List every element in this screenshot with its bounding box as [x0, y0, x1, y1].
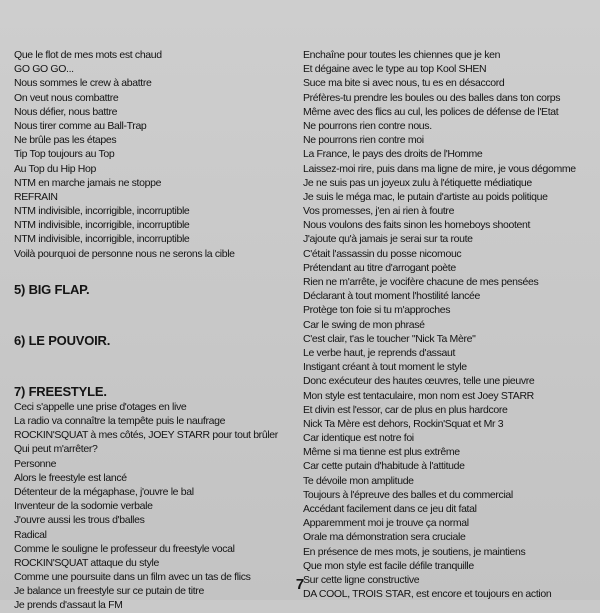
intro-lyric-line: Nous sommes le crew à abattre [14, 77, 152, 90]
right-lyric-line: Déclarant à tout moment l'hostilité lancée [303, 290, 480, 303]
right-lyric-line: C'est clair, t'as le toucher "Nick Ta Mère" [303, 332, 476, 345]
right-lyric-line: Que mon style est facile défile tranquille [303, 559, 474, 572]
right-lyric-line: Ne pourrons rien contre nous. [303, 119, 432, 132]
page-number: 7 [295, 576, 305, 593]
intro-lyric-line: Voilà pourquoi de personne nous ne serons la cible [14, 247, 235, 260]
section-title-freestyle: 7) FREESTYLE. [14, 383, 107, 399]
freestyle-lyric-line: ROCKIN'SQUAT attaque du style [14, 556, 159, 569]
right-lyric-line: Suce ma bite si avec nous, tu es en désaccord [303, 77, 505, 90]
intro-lyric-line: REFRAIN [14, 190, 58, 203]
right-lyric-line: Vos promesses, j'en ai rien à foutre [303, 205, 455, 218]
freestyle-lyric-line: J'ouvre aussi les trous d'balles [14, 514, 145, 527]
intro-lyric-line: NTM indivisible, incorrigible, incorruptible [14, 233, 190, 246]
freestyle-lyric-line: Ceci s'appelle une prise d'otages en live [14, 400, 187, 413]
right-lyric-line: Même avec des flics au cul, les polices de défense de l'Etat [303, 105, 559, 118]
intro-lyric-line: Que le flot de mes mots est chaud [14, 49, 162, 61]
right-lyric-line: Et divin est l'essor, car de plus en plus hardcore [303, 403, 508, 416]
freestyle-lyric-line: ROCKIN'SQUAT à mes côtés, JOEY STARR pour tout brûler [14, 429, 278, 442]
right-lyric-line: Le verbe haut, je reprends d'assaut [303, 346, 456, 359]
right-lyric-line: Orale ma démonstration sera cruciale [303, 531, 466, 544]
right-lyric-line: Et dégaine avec le type au top Kool SHEN [303, 63, 487, 76]
freestyle-lyric-line: Comme le souligne le professeur du freestyle vocal [14, 542, 235, 555]
right-lyric-line: Accédant facilement dans ce jeu dit fatal [303, 503, 477, 515]
right-lyric-line: Donc exécuteur des hautes œuvres, telle une pieuvre [303, 375, 535, 388]
freestyle-lyric-line: Je prends d'assaut la FM [14, 599, 123, 612]
right-lyric-line: Enchaîne pour toutes les chiennes que je ken [303, 49, 501, 61]
freestyle-lyric-line: Qui peut m'arrêter? [14, 443, 98, 456]
intro-lyric-line: Nous tirer comme au Ball-Trap [14, 119, 147, 132]
right-lyric-line: Instigant créant à tout moment le style [303, 361, 467, 374]
right-lyric-line: Toujours à l'épreuve des balles et du commercial [303, 488, 513, 501]
right-lyric-line: C'était l'assassin du posse nicomouc [303, 247, 462, 260]
right-column [303, 48, 595, 601]
freestyle-lyric-line: Comme une poursuite dans un film avec un tas de flics [14, 571, 251, 584]
right-lyric-line: Même si ma tienne est plus extrême [303, 446, 460, 459]
right-lyric-line: Ne pourrons rien contre moi [303, 134, 424, 147]
right-lyric-line: J'ajoute qu'à jamais je serai sur ta route [303, 233, 473, 246]
right-lyric-line: Préfères-tu prendre les boules ou des balles dans ton corps [303, 91, 561, 104]
intro-lyric-line: Ne brûle pas les étapes [14, 134, 117, 147]
intro-lyrics [14, 48, 298, 261]
right-lyric-line: Je ne suis pas un joyeux zulu à l'étiquette médiatique [303, 176, 532, 189]
right-lyric-line: Car identique est notre foi [303, 432, 414, 445]
intro-lyric-line: NTM indivisible, incorrigible, incorruptible [14, 205, 190, 218]
freestyle-lyric-line: Je balance un freestyle sur ce putain de titre [14, 585, 204, 598]
right-lyric-line: Apparemment moi je trouve ça normal [303, 517, 469, 530]
right-lyric-line: DA COOL, TROIS STAR, est encore et toujours en action [303, 588, 552, 601]
right-lyric-line: Nous voulons des faits sinon les homeboys shootent [303, 219, 531, 232]
right-lyric-line: Je suis le méga mac, le putain d'artiste au poids politique [303, 190, 548, 203]
left-column [14, 48, 298, 613]
right-lyrics [303, 48, 595, 601]
right-lyric-line: Sur cette ligne constructive [303, 573, 420, 586]
right-lyric-line: Te dévoile mon amplitude [303, 474, 414, 487]
freestyle-lyric-line: Inventeur de la sodomie verbale [14, 500, 153, 513]
right-lyric-line: Car cette putain d'habitude à l'attitude [303, 460, 465, 473]
section-title-le-pouvoir: 6) LE POUVOIR. [14, 332, 111, 348]
freestyle-lyric-line: Radical [14, 528, 47, 541]
intro-lyric-line: GO GO GO... [14, 63, 74, 76]
intro-lyric-line: NTM indivisible, incorrigible, incorruptible [14, 219, 190, 232]
right-lyric-line: Rien ne m'arrête, je vocifère chacune de mes pensées [303, 276, 539, 288]
right-lyric-line: Protège ton foie si tu m'approches [303, 304, 451, 317]
freestyle-lyric-line: Détenteur de la mégaphase, j'ouvre le bal [14, 485, 194, 498]
right-lyric-line: En présence de mes mots, je soutiens, je maintiens [303, 545, 526, 558]
right-lyric-line: Mon style est tentaculaire, mon nom est Joey STARR [303, 389, 534, 402]
right-lyric-line: Car le swing de mon phrasé [303, 318, 425, 331]
intro-lyric-line: NTM en marche jamais ne stoppe [14, 176, 162, 189]
intro-lyric-line: Nous défier, nous battre [14, 105, 118, 118]
right-lyric-line: La France, le pays des droits de l'Homme [303, 148, 483, 161]
right-lyric-line: Prétendant au titre d'arrogant poète [303, 261, 456, 274]
right-lyric-line: Nick Ta Mère est dehors, Rockin'Squat et Mr 3 [303, 417, 504, 430]
freestyle-lyric-line: Personne [14, 457, 57, 470]
right-lyric-line: Laissez-moi rire, puis dans ma ligne de mire, je vous dégomme [303, 162, 576, 175]
freestyle-lyric-line: Alors le freestyle est lancé [14, 471, 127, 484]
intro-lyric-line: On veut nous combattre [14, 91, 119, 104]
section-title-big-flap: 5) BIG FLAP. [14, 281, 90, 297]
intro-lyric-line: Au Top du Hip Hop [14, 162, 96, 175]
freestyle-lyric-line: La radio va connaître la tempête puis le naufrage [14, 415, 226, 427]
intro-lyric-line: Tip Top toujours au Top [14, 148, 115, 161]
